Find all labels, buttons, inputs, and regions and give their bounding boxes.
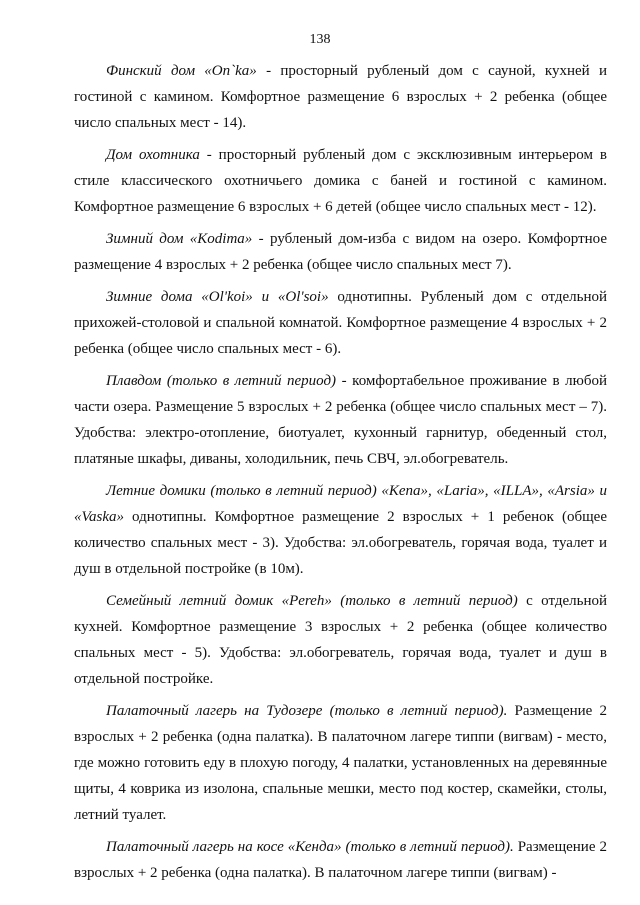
paragraph-lead: Семейный летний домик «Pereh» (только в летний период) [106, 593, 518, 609]
paragraph-kodima [74, 226, 607, 278]
paragraph-lead: Плавдом (только в летний период) [106, 373, 337, 389]
page-number: 138 [309, 32, 331, 47]
paragraph-houseboat [74, 368, 607, 472]
paragraph-text: - рубленый дом-изба с видом на озеро. Комфортное размещение 4 взрослых + 2 ребенка (общее число спальных мест 7). [74, 231, 607, 273]
paragraph-lead: Финский дом «On`ka» [106, 63, 257, 79]
paragraph-text: Размещение 2 взрослых + 2 ребенка (одна палатка). В палаточном лагере типпи (вигвам) - место, где можно готовить еду в плохую погоду, 4 палатки, установленных на деревянные щиты, 4 коврика из изолона, спальные мешки, место под костер, скамейки, столы, летний туалет. [74, 703, 607, 823]
document-body [74, 58, 607, 892]
paragraph-text: однотипны. Комфортное размещение 2 взрослых + 1 ребенок (общее количество спальных мест - 3). Удобства: эл.обогреватель, горячая вода, туалет и душ в отдельной постройке (в 10м). [74, 509, 607, 577]
paragraph-lead: Летние домики (только в летний период) «Kena», «Laria», «ILLA», «Arsia» и «Vaska» [74, 483, 607, 525]
paragraph-text: - просторный рубленый дом с эксклюзивным интерьером в стиле классического охотничьего домика с баней и гостиной с камином. Комфортное размещение 6 взрослых + 6 детей (общее число спальных мест - 12). [74, 147, 607, 215]
paragraph-text: - просторный рубленый дом с сауной, кухней и гостиной с камином. Комфортное размещение 6 взрослых + 2 ребенка (общее число спальных мест - 14). [74, 63, 607, 131]
paragraph-summer-cabins [74, 478, 607, 582]
paragraph-lead: Зимние дома «Ol'koi» и «Ol'soi» [106, 289, 329, 305]
paragraph-onka [74, 58, 607, 136]
paragraph-text: - комфортабельное проживание в любой части озера. Размещение 5 взрослых + 2 ребенка (общее число спальных мест – 7). Удобства: электро-отопление, биотуалет, кухонный гарнитур, обеденный стол, платяные шкафы, диваны, холодильник, печь СВЧ, эл.обогреватель. [74, 373, 607, 467]
paragraph-text: с отдельной кухней. Комфортное размещение 3 взрослых + 2 ребенка (общее количество спальных мест - 5). Удобства: эл.обогреватель, горячая вода, туалет и душ в отдельной постройке. [74, 593, 608, 687]
paragraph-lead: Зимний дом «Kodima» [106, 231, 253, 247]
paragraph-lead: Палаточный лагерь на косе «Кенда» (только в летний период). [106, 839, 514, 855]
paragraph-lead: Палаточный лагерь на Тудозере (только в летний период). [106, 703, 508, 719]
paragraph-tent-camp-tudozero [74, 698, 607, 828]
paragraph-text: Размещение 2 взрослых + 2 ребенка (одна палатка). В палаточном лагере типпи (вигвам) - [74, 839, 607, 881]
paragraph-olkoi-olsoi [74, 284, 607, 362]
paragraph-text: однотипны. Рубленый дом с отдельной прихожей-столовой и спальной комнатой. Комфортное размещение 4 взрослых + 2 ребенка (общее число спальных мест - 6). [74, 289, 608, 357]
paragraph-hunter-house [74, 142, 607, 220]
paragraph-lead: Дом охотника [106, 147, 200, 163]
paragraph-pereh [74, 588, 607, 692]
paragraph-tent-camp-kenda [74, 834, 607, 886]
